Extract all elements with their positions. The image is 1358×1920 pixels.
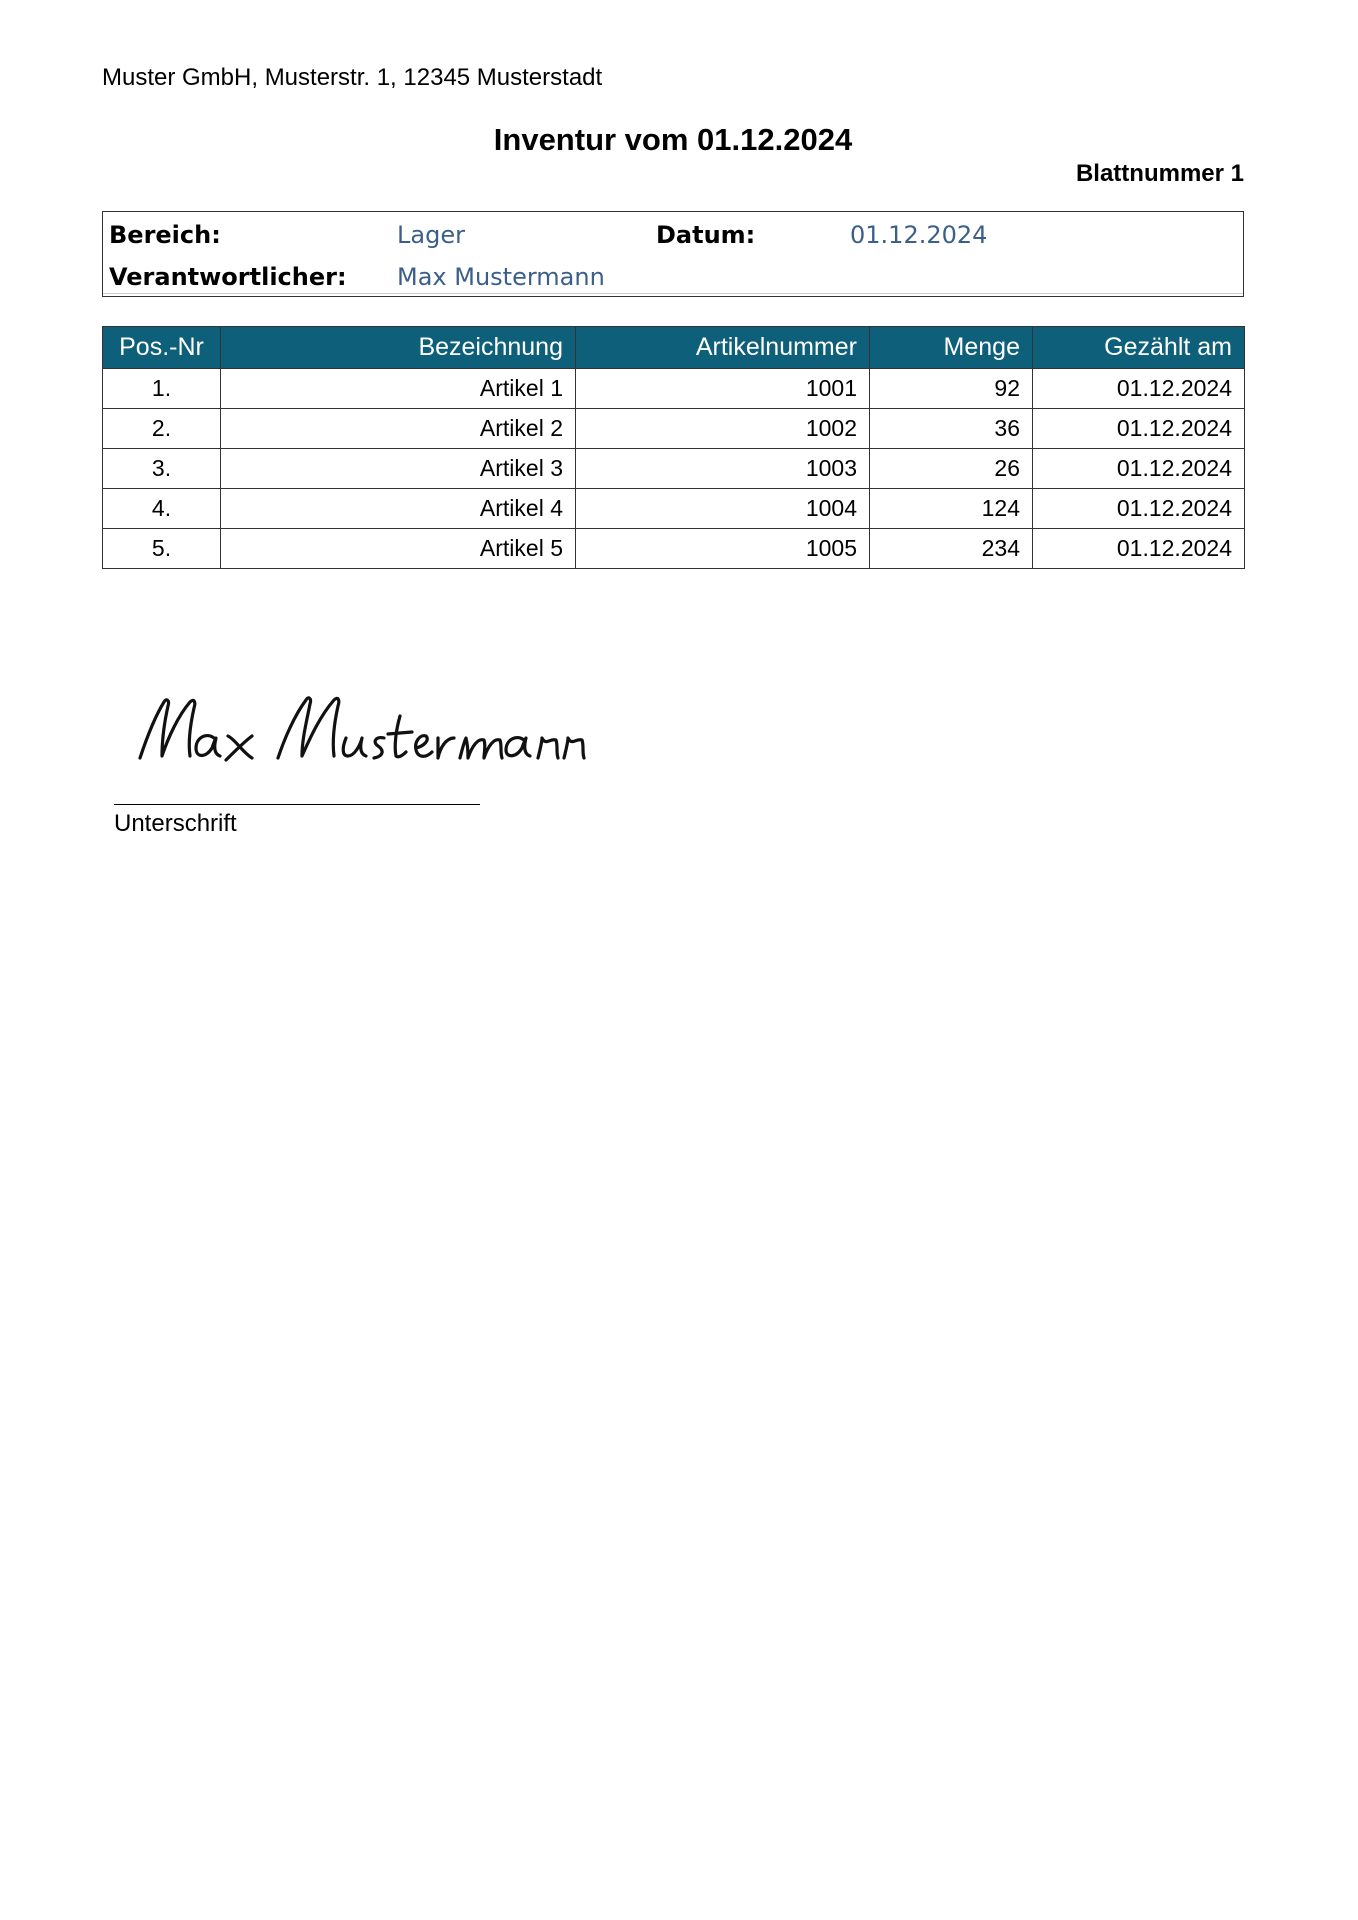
header-bezeichnung: Bezeichnung bbox=[221, 327, 576, 369]
cell-bezeichnung: Artikel 4 bbox=[221, 489, 576, 529]
cell-pos-nr: 4. bbox=[103, 489, 221, 529]
cell-menge: 234 bbox=[870, 529, 1033, 569]
cell-menge: 36 bbox=[870, 409, 1033, 449]
inventory-table bbox=[102, 326, 1245, 569]
cell-pos-nr: 5. bbox=[103, 529, 221, 569]
cell-bezeichnung: Artikel 5 bbox=[221, 529, 576, 569]
handwritten-signature bbox=[132, 680, 592, 780]
header-pos-nr: Pos.-Nr bbox=[103, 327, 221, 369]
cell-gezaehlt-am: 01.12.2024 bbox=[1033, 449, 1245, 489]
cell-gezaehlt-am: 01.12.2024 bbox=[1033, 489, 1245, 529]
info-divider bbox=[103, 293, 1243, 294]
table-row bbox=[103, 489, 1245, 529]
company-address: Muster GmbH, Musterstr. 1, 12345 Musterstadt bbox=[102, 64, 603, 91]
cell-artikelnummer: 1001 bbox=[576, 369, 870, 409]
header-menge: Menge bbox=[870, 327, 1033, 369]
cell-bezeichnung: Artikel 2 bbox=[221, 409, 576, 449]
info-box bbox=[102, 211, 1244, 297]
table-header-row bbox=[103, 327, 1245, 369]
datum-label: Datum: bbox=[656, 221, 756, 249]
signature-label: Unterschrift bbox=[114, 810, 237, 837]
table-row bbox=[103, 529, 1245, 569]
verantwortlicher-value: Max Mustermann bbox=[397, 263, 605, 291]
cell-bezeichnung: Artikel 1 bbox=[221, 369, 576, 409]
document-title: Inventur vom 01.12.2024 bbox=[493, 122, 853, 157]
cell-artikelnummer: 1003 bbox=[576, 449, 870, 489]
header-gezaehlt-am: Gezählt am bbox=[1033, 327, 1245, 369]
bereich-value: Lager bbox=[397, 221, 465, 249]
cell-artikelnummer: 1005 bbox=[576, 529, 870, 569]
cell-menge: 124 bbox=[870, 489, 1033, 529]
cell-menge: 26 bbox=[870, 449, 1033, 489]
cell-pos-nr: 2. bbox=[103, 409, 221, 449]
cell-pos-nr: 1. bbox=[103, 369, 221, 409]
table-row bbox=[103, 449, 1245, 489]
bereich-label: Bereich: bbox=[109, 221, 221, 249]
cell-artikelnummer: 1002 bbox=[576, 409, 870, 449]
datum-value: 01.12.2024 bbox=[850, 221, 988, 249]
sheet-number: Blattnummer 1 bbox=[1075, 160, 1244, 187]
cell-menge: 92 bbox=[870, 369, 1033, 409]
cell-gezaehlt-am: 01.12.2024 bbox=[1033, 369, 1245, 409]
cell-gezaehlt-am: 01.12.2024 bbox=[1033, 409, 1245, 449]
table-row bbox=[103, 369, 1245, 409]
cell-pos-nr: 3. bbox=[103, 449, 221, 489]
cell-artikelnummer: 1004 bbox=[576, 489, 870, 529]
signature-line bbox=[114, 804, 480, 805]
cell-bezeichnung: Artikel 3 bbox=[221, 449, 576, 489]
header-artikelnummer: Artikelnummer bbox=[576, 327, 870, 369]
cell-gezaehlt-am: 01.12.2024 bbox=[1033, 529, 1245, 569]
verantwortlicher-label: Verantwortlicher: bbox=[109, 263, 347, 291]
table-row bbox=[103, 409, 1245, 449]
